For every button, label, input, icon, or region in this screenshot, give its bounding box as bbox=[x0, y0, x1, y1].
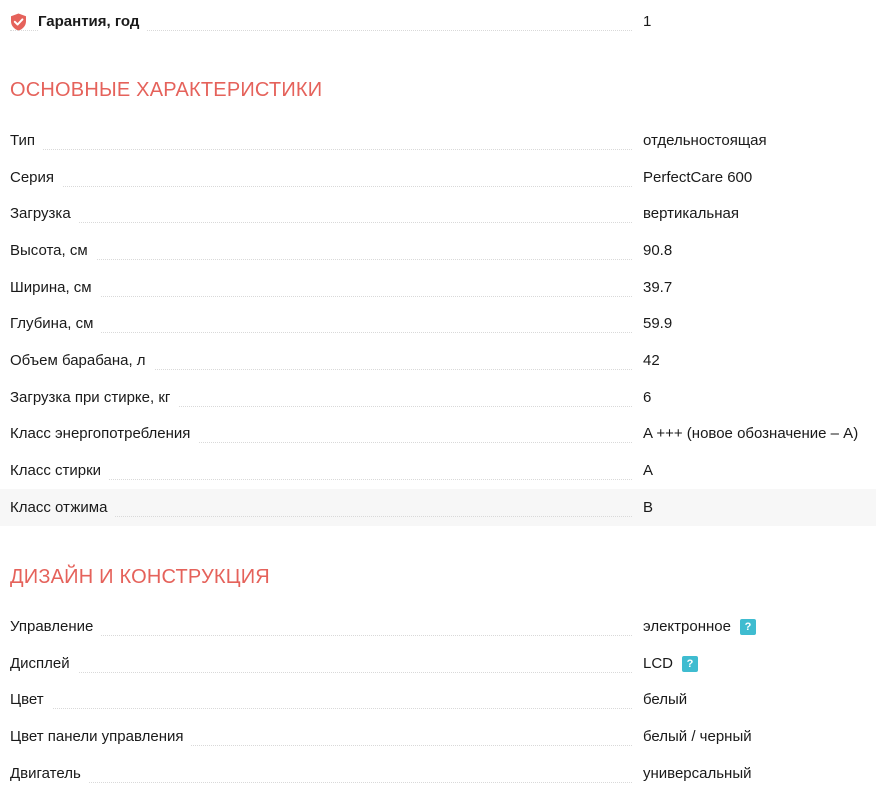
warranty-value: 1 bbox=[643, 13, 652, 30]
spec-value: универсальный bbox=[643, 765, 752, 782]
spec-value: отдельностоящая bbox=[643, 132, 767, 149]
spec-value-with-help bbox=[643, 645, 698, 682]
spec-label: Двигатель bbox=[10, 755, 89, 792]
spec-value-with-help bbox=[643, 608, 756, 645]
spec-row bbox=[0, 608, 876, 645]
spec-row bbox=[0, 195, 876, 232]
spec-row bbox=[0, 645, 876, 682]
spec-label: Высота, см bbox=[10, 232, 96, 269]
dotted-leader bbox=[10, 149, 632, 150]
spec-label: Класс отжима bbox=[10, 489, 115, 526]
spec-label: Цвет панели управления bbox=[10, 718, 191, 755]
spec-value: 59.9 bbox=[643, 315, 673, 332]
dotted-leader bbox=[10, 708, 632, 709]
spec-label: Глубина, см bbox=[10, 305, 101, 342]
spec-row bbox=[0, 681, 876, 718]
spec-row bbox=[0, 489, 876, 526]
spec-value: A +++ (новое обозначение – A) bbox=[643, 425, 859, 442]
spec-row bbox=[0, 452, 876, 489]
spec-row bbox=[0, 415, 876, 452]
spec-label: Цвет bbox=[10, 681, 52, 718]
spec-value: белый bbox=[643, 691, 688, 708]
spec-label: Загрузка при стирке, кг bbox=[10, 379, 178, 416]
spec-value-text: электронное bbox=[643, 618, 731, 635]
spec-label: Класс стирки bbox=[10, 452, 109, 489]
spec-label: Загрузка bbox=[10, 195, 79, 232]
spec-row bbox=[0, 122, 876, 159]
dotted-leader bbox=[10, 332, 632, 333]
shield-check-icon bbox=[10, 13, 27, 31]
dotted-leader bbox=[10, 296, 632, 297]
dotted-leader bbox=[10, 186, 632, 187]
section-title-design: ДИЗАЙН И КОНСТРУКЦИЯ bbox=[10, 566, 270, 588]
spec-label: Ширина, см bbox=[10, 269, 100, 306]
spec-row bbox=[0, 305, 876, 342]
spec-label: Класс энергопотребления bbox=[10, 415, 198, 452]
spec-value: B bbox=[643, 499, 654, 516]
spec-value: вертикальная bbox=[643, 205, 739, 222]
spec-row bbox=[0, 755, 876, 792]
spec-label: Управление bbox=[10, 608, 101, 645]
spec-label: Объем барабана, л bbox=[10, 342, 154, 379]
section-title-main: ОСНОВНЫЕ ХАРАКТЕРИСТИКИ bbox=[10, 79, 323, 101]
spec-row bbox=[0, 159, 876, 196]
help-icon[interactable]: ? bbox=[740, 619, 756, 635]
spec-value: белый / черный bbox=[643, 728, 752, 745]
spec-label: Тип bbox=[10, 122, 43, 159]
spec-value: PerfectCare 600 bbox=[643, 169, 753, 186]
spec-value: A bbox=[643, 462, 654, 479]
dotted-leader bbox=[10, 782, 632, 783]
spec-value: 6 bbox=[643, 389, 652, 406]
spec-row bbox=[0, 269, 876, 306]
spec-label: Серия bbox=[10, 159, 62, 196]
warranty-label: Гарантия, год bbox=[38, 3, 147, 40]
spec-value: 39.7 bbox=[643, 279, 673, 296]
spec-label: Дисплей bbox=[10, 645, 78, 682]
warranty-row bbox=[0, 3, 876, 40]
dotted-leader bbox=[10, 222, 632, 223]
spec-row bbox=[0, 718, 876, 755]
dotted-leader bbox=[10, 672, 632, 673]
help-icon[interactable]: ? bbox=[682, 656, 698, 672]
dotted-leader bbox=[10, 259, 632, 260]
spec-value: 42 bbox=[643, 352, 660, 369]
spec-value: 90.8 bbox=[643, 242, 673, 259]
spec-row bbox=[0, 232, 876, 269]
spec-row bbox=[0, 379, 876, 416]
spec-value-text: LCD bbox=[643, 655, 674, 672]
dotted-leader bbox=[10, 635, 632, 636]
spec-row bbox=[0, 342, 876, 379]
